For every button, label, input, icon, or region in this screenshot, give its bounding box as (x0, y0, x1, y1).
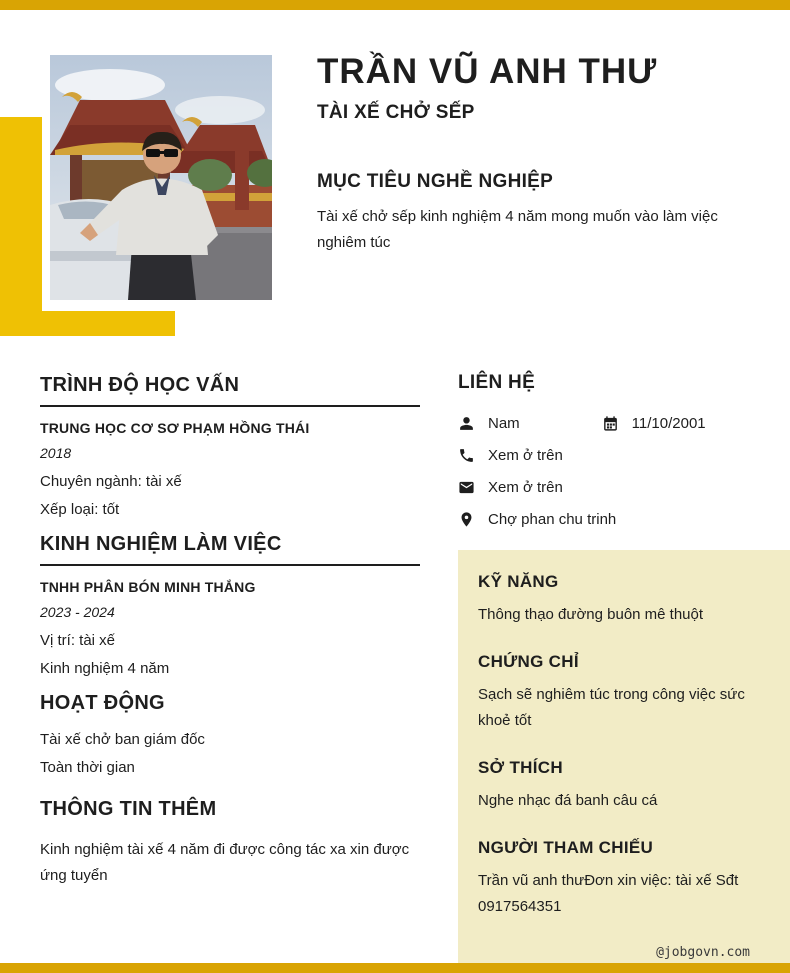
profile-photo-illustration (50, 55, 272, 300)
contact-address: Chợ phan chu trinh (488, 510, 617, 528)
education-school: TRUNG HỌC CƠ SƠ PHẠM HỒNG THÁI (40, 420, 310, 436)
objective-text: Tài xế chở sếp kinh nghiệm 4 năm mong muốn vào làm việc nghiêm túc (317, 208, 718, 251)
additional-info-heading: THÔNG TIN THÊM (40, 798, 217, 820)
skills-heading: KỸ NĂNG (478, 572, 559, 591)
experience-section (40, 533, 420, 688)
contact-heading: LIÊN HỆ (458, 372, 536, 393)
location-icon (458, 511, 475, 528)
certificates-text: Sạch sẽ nghiêm túc trong công việc sức khoẻ tốt (478, 686, 745, 729)
education-heading: TRÌNH ĐỘ HỌC VẤN (40, 374, 240, 396)
candidate-name: TRẦN VŨ ANH THƯ (317, 52, 658, 91)
hobbies-heading: SỞ THÍCH (478, 758, 563, 777)
contact-birthday-pair (602, 415, 706, 432)
job-title: TÀI XẾ CHỞ SẾP (317, 102, 475, 123)
experience-position: Vị trí: tài xế (40, 632, 116, 649)
contact-row-address (458, 503, 790, 535)
email-icon (458, 479, 475, 496)
education-major: Chuyên ngành: tài xế (40, 473, 182, 490)
education-divider (40, 405, 420, 407)
additional-info-text: Kinh nghiệm tài xế 4 năm đi được công tác xa xin được ứng tuyển (40, 841, 410, 884)
profile-photo (50, 55, 272, 300)
additional-info-section (40, 798, 420, 889)
phone-icon (458, 447, 475, 464)
references-text: Trần vũ anh thưĐơn xin việc: tài xế Sđt 0917564351 (478, 872, 739, 915)
contact-email: Xem ở trên (488, 478, 563, 496)
contact-row-email (458, 471, 790, 503)
contact-gender: Nam (488, 414, 520, 432)
skills-text: Thông thạo đường buôn mê thuột (478, 606, 704, 623)
experience-heading: KINH NGHIỆM LÀM VIỆC (40, 533, 282, 555)
activity-line-2: Toàn thời gian (40, 759, 135, 776)
activity-line-1: Tài xế chở ban giám đốc (40, 731, 205, 748)
gold-accent-left (0, 117, 42, 336)
sidebar-panel (458, 550, 790, 973)
experience-period: 2023 - 2024 (40, 604, 115, 620)
top-gold-bar (0, 0, 790, 10)
experience-detail: Kinh nghiệm 4 năm (40, 660, 170, 677)
experience-divider (40, 564, 420, 566)
references-heading: NGƯỜI THAM CHIẾU (478, 838, 654, 857)
person-icon (458, 415, 475, 432)
gold-accent-bottom (0, 311, 175, 336)
contact-row-phone (458, 439, 790, 471)
education-year: 2018 (40, 445, 72, 461)
contact-birthday: 11/10/2001 (631, 414, 706, 432)
contact-section (458, 372, 790, 535)
hobbies-text: Nghe nhạc đá banh câu cá (478, 792, 658, 809)
contact-row-gender-birthday (458, 407, 790, 439)
objective-heading: MỤC TIÊU NGHỀ NGHIỆP (317, 171, 554, 192)
experience-company: TNHH PHÂN BÓN MINH THẮNG (40, 579, 256, 595)
education-grade: Xếp loại: tốt (40, 501, 120, 518)
certificates-heading: CHỨNG CHỈ (478, 652, 579, 671)
calendar-icon (602, 415, 619, 432)
activity-heading: HOẠT ĐỘNG (40, 692, 165, 714)
watermark: @jobgovn.com (656, 945, 750, 960)
contact-phone: Xem ở trên (488, 446, 563, 464)
education-section (40, 374, 420, 529)
bottom-gold-bar (0, 963, 790, 973)
activity-section (40, 692, 420, 787)
